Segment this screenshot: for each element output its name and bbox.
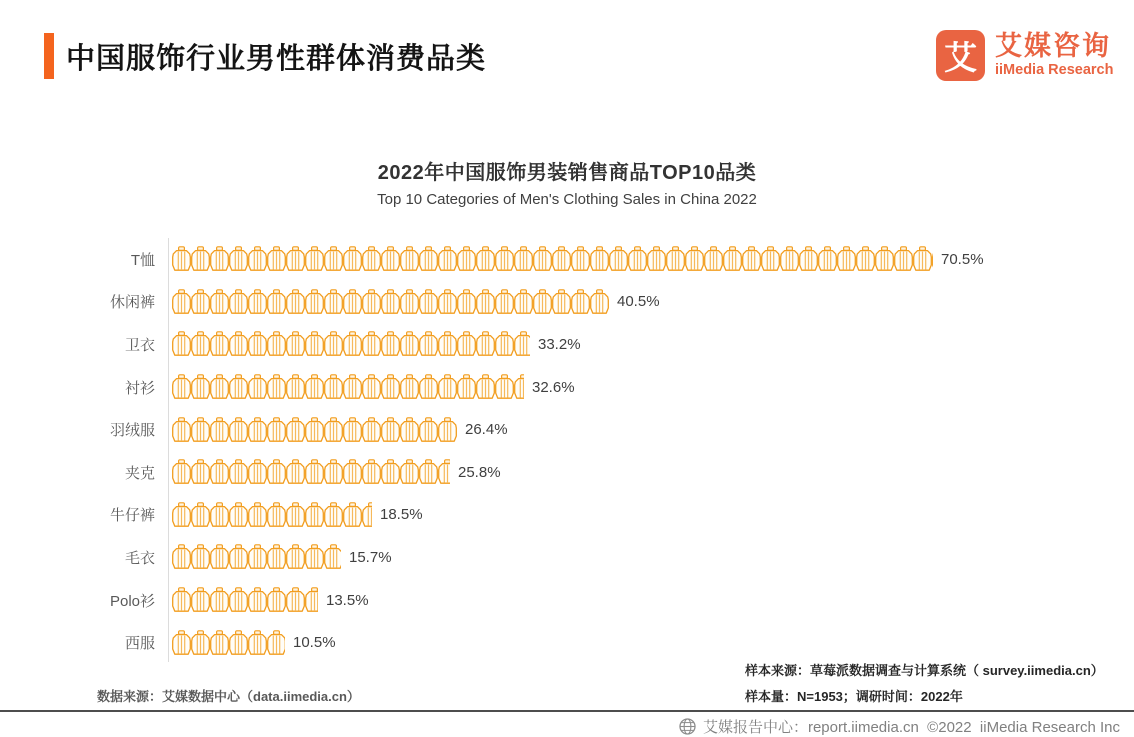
chart-subtitle: Top 10 Categories of Men's Clothing Sales in China 2022 [377, 191, 757, 208]
logo-name-cn: 艾媒咨询 [995, 31, 1111, 61]
shirt-icon [609, 246, 628, 272]
shirt-icon [191, 587, 210, 613]
chart-row [0, 494, 1134, 537]
shirt-icon [495, 246, 514, 272]
shirt-icon [172, 502, 191, 528]
shirt-icon [343, 417, 362, 443]
shirt-icon [248, 459, 267, 485]
shirt-icon [495, 289, 514, 315]
iimedia-logo-icon: 艾 [936, 30, 985, 81]
pictogram-bar [172, 544, 341, 570]
shirt-icon [286, 331, 305, 357]
shirt-icon [400, 331, 419, 357]
shirt-icon [191, 502, 210, 528]
shirt-icon [324, 289, 343, 315]
shirt-icon [324, 331, 343, 357]
shirt-icon [400, 459, 419, 485]
shirt-icon [324, 374, 343, 400]
shirt-icon [229, 417, 248, 443]
shirt-icon [229, 459, 248, 485]
category-label: 休闲裤 [109, 294, 155, 312]
shirt-icon [419, 331, 438, 357]
pictogram-bar [172, 587, 318, 613]
shirt-icon [343, 459, 362, 485]
shirt-icon [286, 502, 305, 528]
chart-row [0, 579, 1134, 622]
category-label: T恤 [130, 251, 155, 269]
shirt-icon [286, 587, 305, 613]
shirt-icon [666, 246, 685, 272]
pictogram-bar [172, 246, 933, 272]
shirt-icon [685, 246, 704, 272]
shirt-icon [324, 544, 341, 570]
value-label: 13.5% [326, 591, 369, 609]
shirt-icon [229, 587, 248, 613]
shirt-icon [229, 502, 248, 528]
shirt-icon [267, 289, 286, 315]
pictogram-bar [172, 459, 450, 485]
shirt-icon [286, 246, 305, 272]
shirt-icon [457, 331, 476, 357]
shirt-icon [571, 289, 590, 315]
shirt-icon [590, 289, 609, 315]
shirt-icon [305, 374, 324, 400]
chart-row [0, 366, 1134, 409]
shirt-icon [324, 246, 343, 272]
shirt-icon [438, 331, 457, 357]
shirt-icon [191, 374, 210, 400]
value-label: 10.5% [293, 634, 336, 652]
data-source-note: 数据来源：艾媒数据中心（data.iimedia.cn） [97, 689, 360, 704]
shirt-icon [761, 246, 780, 272]
pictogram-bar [172, 417, 457, 443]
shirt-icon [514, 289, 533, 315]
shirt-icon [362, 331, 381, 357]
footer [679, 716, 1120, 737]
shirt-icon [172, 544, 191, 570]
shirt-icon [191, 544, 210, 570]
category-label: 西服 [124, 635, 155, 653]
shirt-icon [381, 331, 400, 357]
shirt-icon [172, 289, 191, 315]
shirt-icon [305, 459, 324, 485]
shirt-icon [229, 289, 248, 315]
shirt-icon [476, 374, 495, 400]
shirt-icon [248, 289, 267, 315]
shirt-icon [267, 417, 286, 443]
shirt-icon [305, 417, 324, 443]
shirt-icon [248, 246, 267, 272]
shirt-icon [514, 374, 524, 400]
title-accent-bar [44, 33, 54, 79]
shirt-icon [267, 246, 286, 272]
shirt-icon [248, 587, 267, 613]
shirt-icon [229, 331, 248, 357]
pictogram-bar [172, 374, 524, 400]
shirt-icon [172, 630, 191, 656]
shirt-icon [381, 246, 400, 272]
shirt-icon [286, 289, 305, 315]
category-label: 毛衣 [124, 549, 155, 567]
value-label: 25.8% [458, 463, 501, 481]
chart-row [0, 281, 1134, 324]
shirt-icon [419, 246, 438, 272]
value-label: 26.4% [465, 421, 508, 439]
shirt-icon [495, 331, 514, 357]
chart-row [0, 238, 1134, 281]
shirt-icon [438, 246, 457, 272]
shirt-icon [647, 246, 666, 272]
shirt-icon [191, 630, 210, 656]
shirt-icon [419, 459, 438, 485]
shirt-icon [267, 459, 286, 485]
shirt-icon [305, 587, 318, 613]
shirt-icon [476, 289, 495, 315]
shirt-icon [913, 246, 932, 272]
shirt-icon [343, 502, 362, 528]
chart-row [0, 451, 1134, 494]
shirt-icon [837, 246, 856, 272]
shirt-icon [362, 459, 381, 485]
value-label: 18.5% [380, 506, 423, 524]
shirt-icon [400, 374, 419, 400]
shirt-icon [343, 289, 362, 315]
shirt-icon [248, 331, 267, 357]
shirt-icon [210, 459, 229, 485]
pictogram-bar [172, 630, 285, 656]
shirt-icon [438, 459, 450, 485]
shirt-icon [267, 374, 286, 400]
shirt-icon [818, 246, 837, 272]
logo-name-en: iiMedia Research [995, 62, 1114, 79]
shirt-icon [210, 289, 229, 315]
shirt-icon [210, 246, 229, 272]
shirt-icon [362, 417, 381, 443]
shirt-icon [248, 374, 267, 400]
chart-row [0, 408, 1134, 451]
pictogram-bar [172, 502, 372, 528]
chart-row [0, 323, 1134, 366]
sample-source-note [745, 658, 1104, 710]
shirt-icon [438, 417, 457, 443]
page-title: 中国服饰行业男性群体消费品类 [66, 43, 487, 75]
shirt-icon [780, 246, 799, 272]
shirt-icon [400, 246, 419, 272]
shirt-icon [210, 502, 229, 528]
shirt-icon [286, 417, 305, 443]
pictogram-chart [0, 238, 1134, 664]
shirt-icon [191, 417, 210, 443]
category-label: 夹克 [124, 464, 155, 482]
shirt-icon [191, 246, 210, 272]
footer-text: 艾媒报告中心：report.iimedia.cn ©2022 iiMedia Research Inc [702, 719, 1120, 736]
shirt-icon [400, 417, 419, 443]
shirt-icon [305, 246, 324, 272]
category-label: 羽绒服 [109, 422, 155, 440]
globe-icon [679, 718, 696, 735]
shirt-icon [343, 246, 362, 272]
shirt-icon [704, 246, 723, 272]
shirt-icon [419, 289, 438, 315]
category-label: 卫衣 [124, 336, 155, 354]
shirt-icon [210, 587, 229, 613]
shirt-icon [305, 331, 324, 357]
shirt-icon [932, 246, 933, 272]
shirt-icon [210, 374, 229, 400]
footer-divider [0, 710, 1134, 712]
shirt-icon [552, 289, 571, 315]
shirt-icon [172, 459, 191, 485]
shirt-icon [229, 630, 248, 656]
shirt-icon [457, 289, 476, 315]
shirt-icon [362, 289, 381, 315]
value-label: 70.5% [941, 250, 984, 268]
category-label: Polo衫 [109, 592, 155, 610]
shirt-icon [248, 544, 267, 570]
shirt-icon [799, 246, 818, 272]
shirt-icon [324, 459, 343, 485]
shirt-icon [267, 502, 286, 528]
shirt-icon [172, 587, 191, 613]
shirt-icon [210, 331, 229, 357]
shirt-icon [172, 374, 191, 400]
shirt-icon [381, 459, 400, 485]
shirt-icon [856, 246, 875, 272]
value-label: 40.5% [617, 293, 660, 311]
category-label: 牛仔裤 [109, 507, 155, 525]
shirt-icon [495, 374, 514, 400]
shirt-icon [533, 246, 552, 272]
shirt-icon [248, 502, 267, 528]
shirt-icon [229, 544, 248, 570]
shirt-icon [419, 374, 438, 400]
shirt-icon [381, 289, 400, 315]
shirt-icon [172, 417, 191, 443]
shirt-icon [324, 417, 343, 443]
shirt-icon [191, 289, 210, 315]
shirt-icon [191, 331, 210, 357]
shirt-icon [362, 246, 381, 272]
shirt-icon [210, 630, 229, 656]
shirt-icon [210, 544, 229, 570]
shirt-icon [571, 246, 590, 272]
shirt-icon [875, 246, 894, 272]
shirt-icon [476, 246, 495, 272]
shirt-icon [457, 374, 476, 400]
chart-row [0, 536, 1134, 579]
value-label: 15.7% [349, 548, 392, 566]
shirt-icon [476, 331, 495, 357]
shirt-icon [742, 246, 761, 272]
shirt-icon [438, 374, 457, 400]
shirt-icon [533, 289, 552, 315]
pictogram-bar [172, 331, 530, 357]
shirt-icon [286, 374, 305, 400]
shirt-icon [229, 374, 248, 400]
shirt-icon [628, 246, 647, 272]
chart-title: 2022年中国服饰男装销售商品TOP10品类 [377, 162, 757, 184]
shirt-icon [362, 374, 381, 400]
shirt-icon [381, 374, 400, 400]
shirt-icon [419, 417, 438, 443]
shirt-icon [305, 502, 324, 528]
logo-text [995, 30, 1113, 80]
shirt-icon [172, 331, 191, 357]
value-label: 32.6% [532, 378, 575, 396]
category-label: 衬衫 [124, 379, 155, 397]
shirt-icon [286, 544, 305, 570]
shirt-icon [400, 289, 419, 315]
shirt-icon [362, 502, 372, 528]
shirt-icon [514, 246, 533, 272]
shirt-icon [286, 459, 305, 485]
shirt-icon [267, 587, 286, 613]
shirt-icon [894, 246, 913, 272]
shirt-icon [381, 417, 400, 443]
shirt-icon [438, 289, 457, 315]
shirt-icon [248, 417, 267, 443]
sample-size-line: 样本量：N=1953；调研时间：2022年 [745, 689, 963, 704]
value-label: 33.2% [538, 335, 581, 353]
shirt-icon [552, 246, 571, 272]
shirt-icon [267, 331, 286, 357]
shirt-icon [267, 544, 286, 570]
shirt-icon [343, 331, 362, 357]
iimedia-logo [936, 30, 1113, 81]
pictogram-bar [172, 289, 609, 315]
shirt-icon [723, 246, 742, 272]
shirt-icon [267, 630, 285, 656]
shirt-icon [172, 246, 191, 272]
shirt-icon [305, 544, 324, 570]
shirt-icon [229, 246, 248, 272]
shirt-icon [457, 246, 476, 272]
shirt-icon [191, 459, 210, 485]
shirt-icon [248, 630, 267, 656]
shirt-icon [210, 417, 229, 443]
shirt-icon [324, 502, 343, 528]
shirt-icon [305, 289, 324, 315]
shirt-icon [343, 374, 362, 400]
shirt-icon [590, 246, 609, 272]
shirt-icon [514, 331, 530, 357]
sample-source-line: 样本来源：草莓派数据调查与计算系统（ survey.iimedia.cn） [745, 663, 1104, 678]
